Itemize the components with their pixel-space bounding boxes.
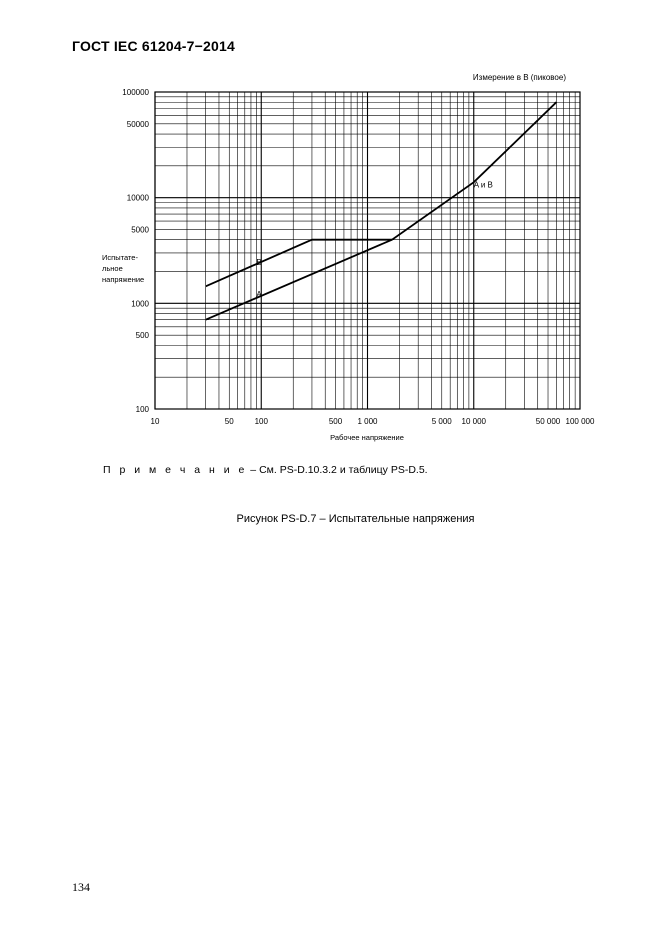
x-tick-label: 100 000 (565, 417, 595, 426)
y-tick-label: 1000 (131, 299, 149, 309)
series-annotation: B (256, 258, 262, 268)
x-tick-label: 100 (254, 417, 268, 426)
y-tick-label: 5000 (131, 225, 149, 235)
y-tick-label: 500 (135, 331, 149, 341)
unit-label: Измерение в В (пиковое) (472, 73, 566, 82)
y-axis-label-line: льное (102, 264, 123, 273)
x-tick-label: 10 000 (461, 417, 486, 426)
x-tick-label: 500 (328, 417, 343, 426)
chart-series (206, 102, 557, 320)
figure-note (103, 464, 428, 476)
figure-caption: Рисунок PS-D.7 – Испытательные напряжения (236, 513, 475, 525)
x-tick-label: 10 (150, 417, 160, 426)
y-tick-label: 100 (135, 405, 149, 414)
y-tick-label: 10000 (126, 193, 149, 203)
x-tick-label: 50 000 (535, 417, 561, 426)
x-tick-label: 1 000 (357, 417, 378, 426)
y-tick-label: 50000 (126, 119, 149, 129)
document-header: ГОСТ IEC 61204-7−2014 (72, 38, 235, 54)
test-voltage-chart (0, 0, 661, 460)
x-tick-label: 5 000 (431, 417, 452, 426)
x-tick-label: 50 (224, 417, 234, 426)
y-axis-label-line: Испытате- (102, 253, 138, 262)
y-axis-label-line: напряжение (102, 275, 145, 284)
note-text: – См. PS-D.10.3.2 и таблицу PS-D.5. (247, 464, 428, 476)
page-number: 134 (72, 880, 90, 894)
note-prefix: П р и м е ч а н и е (103, 464, 248, 476)
series-annotation: A и B (473, 180, 493, 190)
x-axis-label: Рабочее напряжение (330, 433, 404, 442)
series-line-a (206, 102, 557, 320)
y-tick-label: 100000 (122, 88, 149, 97)
series-annotation: A (256, 289, 262, 299)
